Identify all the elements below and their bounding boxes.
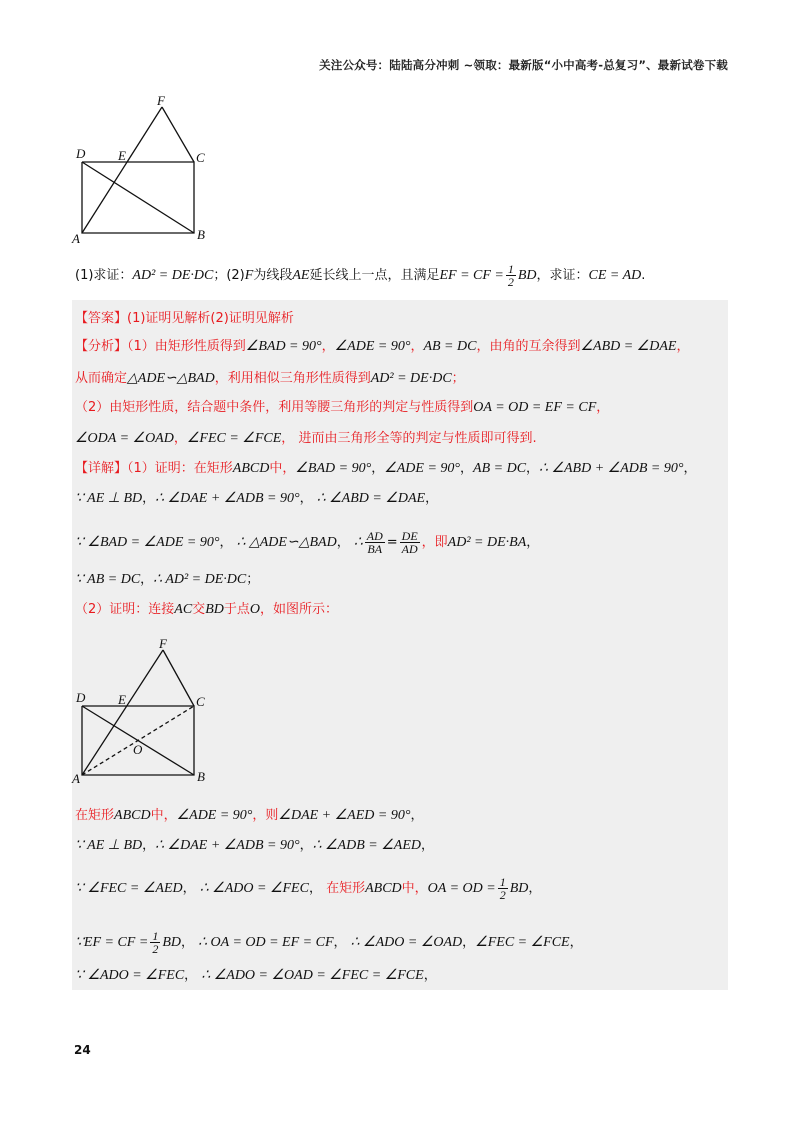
analysis-line-4: ∠ODA = ∠OAD，∠FEC = ∠FCE， 进而由三角形全等的判定与性质即可得到. <box>75 431 537 446</box>
label-c: C <box>196 694 205 709</box>
label-b: B <box>197 227 205 242</box>
geometry-figure-2 <box>70 630 220 785</box>
label-d: D <box>76 690 86 705</box>
detail-line-9: ∵EF = CF = $\frac{1}{2}$ BD， ∴ OA = OD = EF = CF， ∴ ∠ADO = ∠OAD，∠FEC = ∠FCE， <box>75 929 583 956</box>
detail-line-4: ∵ AB = DC，∴ AD² = DE·DC； <box>75 572 260 587</box>
page-number: 24 <box>74 1043 91 1057</box>
detail-line-5: （2）证明：连接AC交BD于点O，如图所示： <box>75 602 339 617</box>
analysis-line-1: 【分析】（1）由矩形性质得到∠BAD = 90°，∠ADE = 90°，AB = DC，由角的互余得到∠ABD = ∠DAE， <box>75 339 690 354</box>
label-b: B <box>197 769 205 784</box>
question-statement: (1)求证：AD² = DE·DC；(2)F为线段AE延长线上一点，且满足EF = CF = $\frac{1}{2}$ BD，求证：CE = AD. <box>75 262 646 289</box>
detail-line-1: 【详解】（1）证明：在矩形ABCD中，∠BAD = 90°，∠ADE = 90°，AB = DC，∴ ∠ABD + ∠ADB = 90°， <box>75 461 697 476</box>
label-f: F <box>159 636 167 651</box>
geometry-figure-1 <box>70 90 220 245</box>
detail-line-7: ∵ AE ⊥ BD，∴ ∠DAE + ∠ADB = 90°，∴ ∠ADB = ∠AED， <box>75 838 434 853</box>
label-d: D <box>76 146 86 161</box>
analysis-line-3: （2）由矩形性质，结合题中条件，利用等腰三角形的判定与性质得到OA = OD = EF = CF， <box>75 400 610 415</box>
analysis-line-2: 从而确定△ADE∽△BAD，利用相似三角形性质得到AD² = DE·DC； <box>75 371 465 386</box>
label-a: A <box>72 231 80 245</box>
label-c: C <box>196 150 205 165</box>
detail-line-10: ∵ ∠ADO = ∠FEC， ∴ ∠ADO = ∠OAD = ∠FEC = ∠FCE， <box>75 968 437 983</box>
label-e: E <box>118 148 126 163</box>
answer-line: 【答案】(1)证明见解析(2)证明见解析 <box>75 311 294 326</box>
page-header: 关注公众号：陆陆高分冲刺 ~领取：最新版“小中高考-总复习”、最新试卷下载 <box>319 58 728 72</box>
label-a: A <box>72 771 80 785</box>
label-o: O <box>133 742 143 757</box>
detail-line-8: ∵ ∠FEC = ∠AED， ∴ ∠ADO = ∠FEC， 在矩形ABCD中，OA = OD = $\frac{1}{2}$ BD， <box>75 875 542 902</box>
label-e: E <box>118 692 126 707</box>
detail-line-6: 在矩形ABCD中，∠ADE = 90°，则∠DAE + ∠AED = 90°， <box>75 808 424 823</box>
detail-line-2: ∵ AE ⊥ BD，∴ ∠DAE + ∠ADB = 90°， ∴ ∠ABD = ∠DAE， <box>75 491 439 506</box>
label-f: F <box>157 93 165 108</box>
detail-line-3: ∵ ∠BAD = ∠ADE = 90°， ∴ △ADE∽△BAD， ∴ $\frac{AD}{BA}$ = $\frac{DE}{AD}$ ，即AD² = DE·BA， <box>75 529 540 556</box>
